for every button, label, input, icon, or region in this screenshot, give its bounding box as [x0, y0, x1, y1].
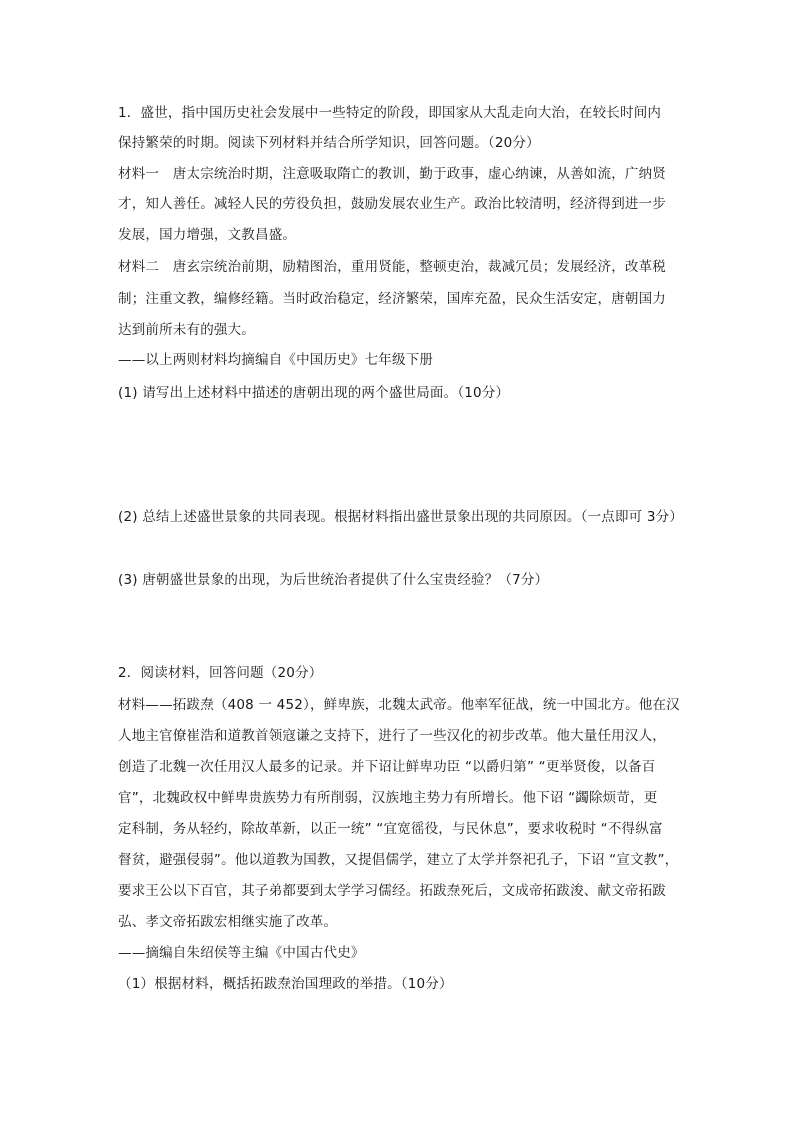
q2-material-line-1: 材料——拓跋焘（408 一 452），鲜卑族，北魏太武帝。他率军征战，统一中国北方。他在汉 — [118, 697, 680, 713]
q1-material-2-line-3: 达到前所未有的强大。 — [118, 322, 255, 338]
q1-material-1-line-2: 才，知人善任。减轻人民的劳役负担，鼓励发展农业生产。政治比较清明，经济得到进一步 — [118, 196, 666, 212]
q1-subquestion-2: (2) 总结上述盛世景象的共同表现。根据材料指出盛世景象出现的共同原因。（一点即可 3分） — [118, 509, 684, 525]
q2-material-line-3: 创造了北魏一次任用汉人最多的记录。并下诏让鲜卑功臣 “以爵归第” “更举贤俊，以备百 — [118, 759, 656, 775]
q1-source: ——以上两则材料均摘编自《中国历史》七年级下册 — [118, 352, 434, 368]
q2-material-line-4: 官”，北魏政权中鲜卑贵族势力有所削弱，汉族地主势力有所增长。他下诏 “蠲除烦苛，更 — [118, 790, 658, 806]
q2-material-line-8: 弘、孝文帝拓跋宏相继实施了改革。 — [118, 914, 338, 930]
q1-subquestion-1: (1) 请写出上述材料中描述的唐朝出现的两个盛世局面。（10分） — [118, 385, 510, 401]
q1-material-2-line-2: 制；注重文教，编修经籍。当时政治稳定，经济繁荣，国库充盈，民众生活安定，唐朝国力 — [118, 291, 666, 307]
q1-material-1-line-1: 材料一 唐太宗统治时期，注意吸取隋亡的教训，勤于政事，虚心纳谏，从善如流，广纳贤 — [118, 166, 666, 182]
q2-material-line-2: 人地主官僚崔浩和道教首领寇谦之支持下，进行了一些汉化的初步改革。他大量任用汉人， — [118, 728, 666, 744]
q1-stem-line-2: 保持繁荣的时期。阅读下列材料并结合所学知识，回答问题。（20分） — [118, 135, 540, 151]
q1-material-2-line-1: 材料二 唐玄宗统治前期，励精图治，重用贤能，整顿吏治，裁减冗员；发展经济，改革税 — [118, 259, 666, 275]
q2-subquestion-1: （1）根据材料，概括拓跋焘治国理政的举措。（10分） — [118, 976, 453, 992]
q2-source: ——摘编自朱绍侯等主编《中国古代史》 — [118, 945, 365, 961]
q1-material-1-line-3: 发展，国力增强，文教昌盛。 — [118, 227, 297, 243]
q2-stem: 2．阅读材料，回答问题（20分） — [118, 665, 323, 681]
q2-material-line-6: 督贫，避强侵弱”。他以道教为国教，又提倡儒学，建立了太学并祭祀孔子，下诏 “宣文教”， — [118, 852, 679, 868]
q2-material-line-5: 定科制，务从轻约，除故革新，以正一统” “宜宽徭役，与民休息”，要求收税时 “不得纵富 — [118, 821, 663, 837]
q1-subquestion-3: (3) 唐朝盛世景象的出现，为后世统治者提供了什么宝贵经验？（7分） — [118, 572, 549, 588]
q1-stem-line-1: 1．盛世，指中国历史社会发展中一些特定的阶段，即国家从大乱走向大治，在较长时间内 — [118, 105, 662, 121]
q2-material-line-7: 要求王公以下百官，其子弟都要到太学学习儒经。拓跋焘死后，文成帝拓跋浚、献文帝拓跋 — [118, 883, 666, 899]
